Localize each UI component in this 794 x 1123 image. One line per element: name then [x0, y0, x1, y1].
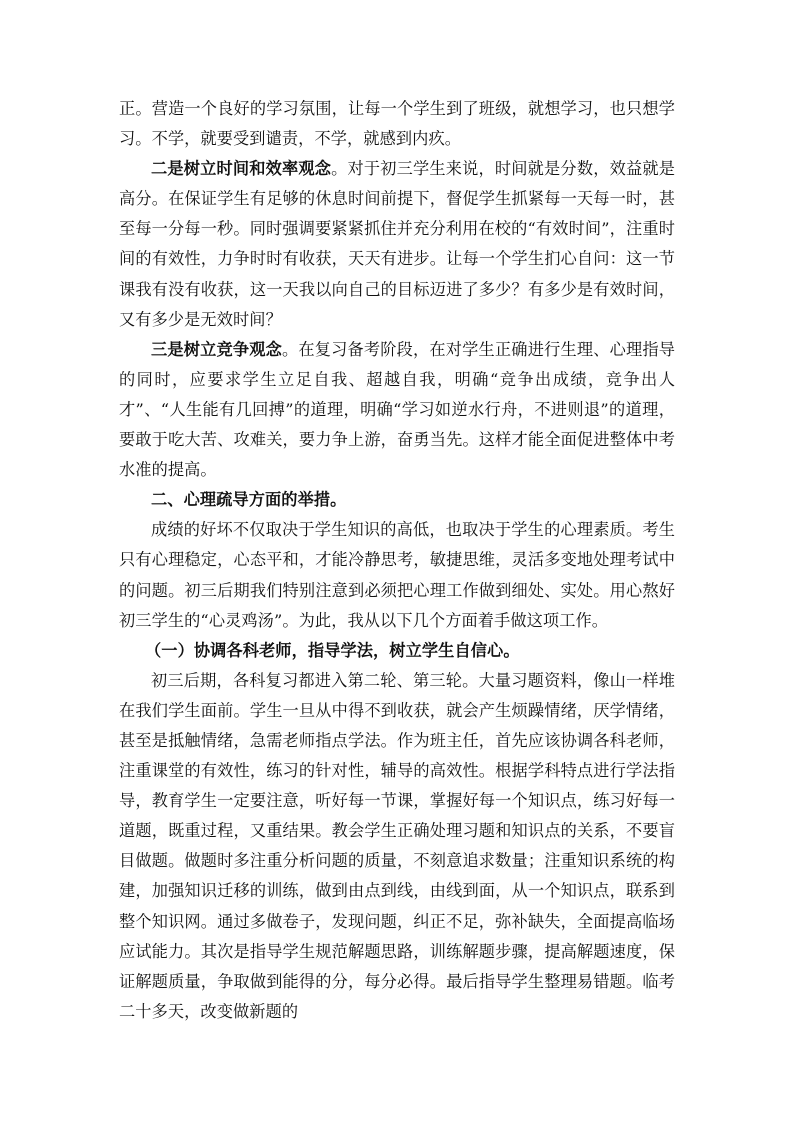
paragraph-competition-lead: 三是树立竞争观念: [151, 339, 283, 359]
paragraph-competition: [119, 335, 675, 485]
paragraph-time-text: 。对于初三学生来说，时间就是分数，效益就是高分。在保证学生有足够的休息时间前提下，督促学生抓紧每一天每一时，甚至每一分每一秒。同时强调要紧紧抓住并充分利用在校的“有效时间”，注重时间的有效性，力争时时有收获，天天有进步。让每一个学生扪心自问：这一节课我有没有收获，这一天我以向自己的目标迈进了多少？有多少是有效时间，又有多少是无效时间？: [119, 159, 675, 329]
paragraph-competition-text: 。在复习备考阶段，在对学生正确进行生理、心理指导的同时，应要求学生立足自我、超越自我，明确“竞争出成绩，竞争出人才”、“人生能有几回搏”的道理，明确“学习如逆水行舟，不进则退”的道理，要敢于吃大苦、攻难关，要力争上游，奋勇当先。这样才能全面促进整体中考水准的提高。: [119, 339, 675, 480]
document-body: [119, 94, 675, 1027]
section-heading-psychology: 二、心理疏导方面的举措。: [151, 490, 347, 510]
paragraph-time-efficiency: [119, 154, 675, 335]
subsection-heading-coordinate: （一）协调各科老师，指导学法，树立学生自信心。: [145, 640, 520, 660]
paragraph-psychology: 成绩的好坏不仅取决于学生知识的高低，也取决于学生的心理素质。考生只有心理稳定，心态平和，才能冷静思考，敏捷思维，灵活多变地处理考试中的问题。初三后期我们特别注意到必须把心理工作做到细处、实处。用心熬好初三学生的“心灵鸡汤”。为此，我从以下几个方面着手做这项工作。: [119, 520, 675, 630]
paragraph-time-lead: 二是树立时间和效率观念: [151, 159, 332, 179]
paragraph-continued: 正。营造一个良好的学习氛围，让每一个学生到了班级，就想学习，也只想学习。不学，就要受到谴责，不学，就感到内疚。: [119, 99, 675, 149]
paragraph-coordinate-teachers: 初三后期，各科复习都进入第二轮、第三轮。大量习题资料，像山一样堆在我们学生面前。学生一旦从中得不到收获，就会产生烦躁情绪，厌学情绪，甚至是抵触情绪，急需老师指点学法。作为班主任，首先应该协调各科老师，注重课堂的有效性，练习的针对性，辅导的高效性。根据学科特点进行学法指导，教育学生一定要注意，听好每一节课，掌握好每一个知识点，练习好每一道题，既重过程，又重结果。教会学生正确处理习题和知识点的关系，不要盲目做题。做题时多注重分析问题的质量，不刻意追求数量；注重知识系统的构建，加强知识迁移的训练，做到由点到线，由线到面，从一个知识点，联系到整个知识网。通过多做卷子，发现问题，纠正不足，弥补缺失，全面提高临场应试能力。其次是指导学生规范解题思路，训练解题步骤，提高解题速度，保证解题质量，争取做到能得的分，每分必得。最后指导学生整理易错题。临考二十多天，改变做新题的: [119, 670, 675, 1021]
